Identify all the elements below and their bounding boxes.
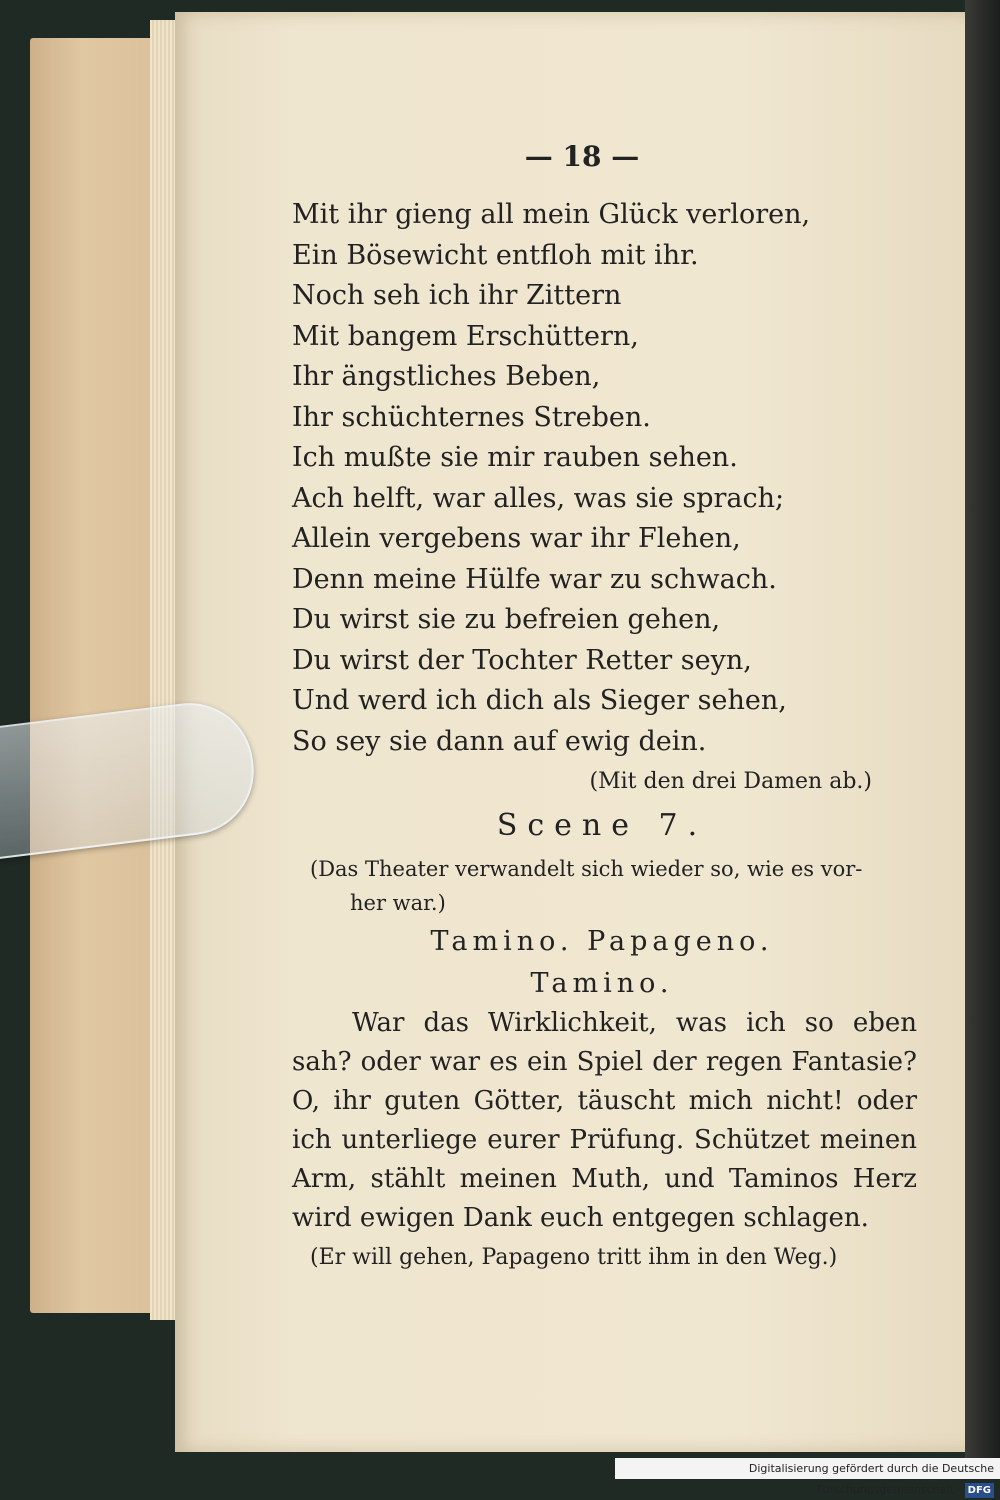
verse-line: Denn meine Hülfe war zu schwach. xyxy=(292,563,777,595)
stage-direction-line: her war.) xyxy=(350,891,446,915)
footer-text: Digitalisierung gefördert durch die Deutsche Forschungsgemeinschaft - xyxy=(748,1462,994,1496)
scan-background-edge xyxy=(965,0,1000,1479)
verse-line: So sey sie dann auf ewig dein. xyxy=(292,725,707,757)
verse-line: Und werd ich dich als Sieger sehen, xyxy=(292,685,787,716)
verse-line: Allein vergebens war ihr Flehen, xyxy=(292,523,741,554)
stage-direction xyxy=(310,852,910,920)
exit-stage-direction: (Mit den drei Damen ab.) xyxy=(589,769,872,794)
characters-on-stage: Tamino. Papageno. xyxy=(430,926,774,957)
speaker-name: Tamino. xyxy=(530,968,674,999)
verse-block xyxy=(292,195,932,762)
verse-line: Ihr ängstliches Beben, xyxy=(292,361,601,392)
verse-line: Mit ihr gieng all mein Glück verloren, xyxy=(292,199,811,230)
verse-line: Mit bangem Erschüttern, xyxy=(292,320,639,352)
scene-heading: Scene 7. xyxy=(496,808,708,843)
page-number: — 18 — xyxy=(524,140,640,173)
stage-direction-line: (Das Theater verwandelt sich wieder so, wie es vor- xyxy=(310,857,863,881)
closing-stage-direction: (Er will gehen, Papageno tritt ihm in den Weg.) xyxy=(310,1245,838,1270)
dfg-logo: DFG xyxy=(965,1483,994,1498)
verse-line: Du wirst der Tochter Retter seyn, xyxy=(292,644,752,676)
verse-line: Ihr schüchternes Streben. xyxy=(292,401,651,433)
page-text xyxy=(292,140,932,1278)
verse-line: Ach helft, war alles, was sie sprach; xyxy=(292,482,785,514)
verse-line: Ein Bösewicht entfloh mit ihr. xyxy=(292,239,699,271)
verse-line: Du wirst sie zu befreien gehen, xyxy=(292,604,721,635)
verse-line: Noch seh ich ihr Zittern xyxy=(292,280,622,311)
speech-paragraph: War das Wirklichkeit, was ich so eben sah? oder war es ein Spiel der regen Fantasie? O, ihr guten Götter, täuscht mich nicht! oder ich unterliege eurer Prüfung. Schützet meinen Arm, stählt meinen Muth, und Taminos Herz wird ewigen Dank euch entgegen schlagen. xyxy=(292,1008,917,1233)
verse-line: Ich mußte sie mir rauben sehen. xyxy=(292,442,738,473)
digitization-footer xyxy=(615,1458,1000,1496)
